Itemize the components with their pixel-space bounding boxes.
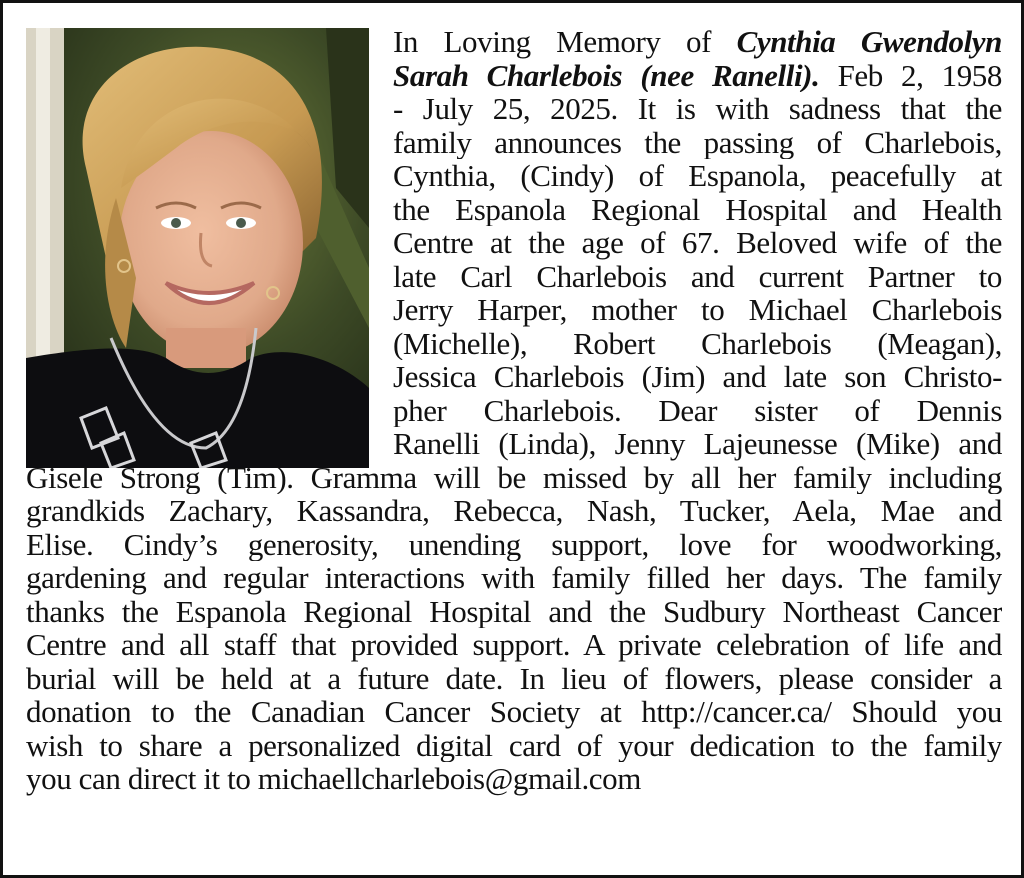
obituary-line: thanks the Espanola Regional Hospital and the Sudbury Northeast Cancer [26,594,1002,628]
obituary-line: Centre and all staff that provided support. A private celebration of life and [26,628,1002,662]
deceased-name: Cynthia Gwendolyn [736,25,1002,59]
obituary-line: late Carl Charlebois and current Partner to [393,259,1002,293]
obituary-line: wish to share a personalized digital card of your dedication to the family [26,728,1002,762]
obituary-line: Centre at the age of 67. Beloved wife of the [393,226,1002,260]
line-text: In Loving Memory of [393,25,737,59]
obituary-line: burial will be held at a future date. In lieu of flowers, please consider a [26,661,1002,695]
obituary-line: Ranelli (Linda), Jenny Lajeunesse (Mike) and [393,427,1002,461]
obituary-line: Jerry Harper, mother to Michael Charlebois [393,293,1002,327]
obituary-line: gardening and regular interactions with family filled her days. The family [26,561,1002,595]
obituary-line: - July 25, 2025. It is with sadness that the [393,92,1002,126]
obituary-line: donation to the Canadian Cancer Society at http://cancer.ca/ Should you [26,695,1002,729]
line-text: Feb 2, 1958 [819,58,1002,92]
obituary-line: the Espanola Regional Hospital and Health [393,192,1002,226]
obituary-line: Elise. Cindy’s generosity, unending support, love for woodworking, [26,527,1002,561]
obituary-line [393,59,1002,93]
obituary-line: (Michelle), Robert Charlebois (Meagan), [393,326,1002,360]
deceased-name: Sarah Charlebois (nee Ranelli). [393,58,820,92]
obituary-line: you can direct it to michaellcharlebois@gmail.com [26,762,641,796]
obituary-line: pher Charlebois. Dear sister of Dennis [393,393,1002,427]
obituary-line: Jessica Charlebois (Jim) and late son Christo- [393,360,1002,394]
obituary-line: grandkids Zachary, Kassandra, Rebecca, Nash, Tucker, Aela, Mae and [26,494,1002,528]
obituary-line: Cynthia, (Cindy) of Espanola, peacefully at [393,159,1002,193]
obituary-line [393,25,1002,59]
obituary-line: Gisele Strong (Tim). Gramma will be missed by all her family including [26,460,1002,494]
obituary-line: family announces the passing of Charlebois, [393,125,1002,159]
obituary-text [26,25,1002,796]
